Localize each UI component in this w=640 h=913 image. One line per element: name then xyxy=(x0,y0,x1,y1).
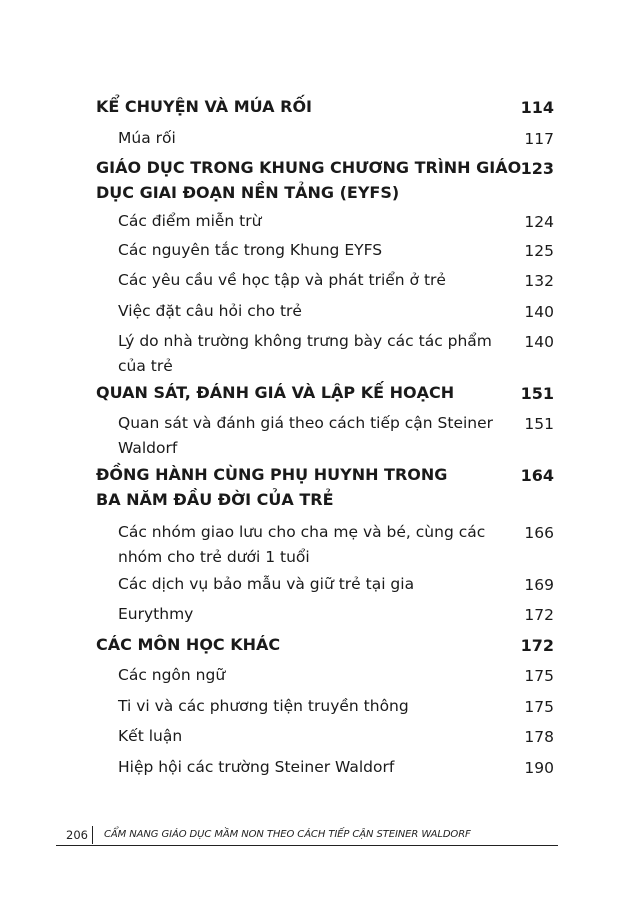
toc-entry-title: DỤC GIAI ĐOẠN NỀN TẢNG (EYFS) xyxy=(96,183,400,202)
toc-entry-title: Múa rối xyxy=(118,129,176,147)
toc-entry-title: Waldorf xyxy=(118,439,178,457)
toc-entry-title: Ti vi và các phương tiện truyền thông xyxy=(118,697,409,715)
toc-page-number: 140 xyxy=(524,333,554,351)
page-footer xyxy=(56,826,558,846)
toc-page-number: 123 xyxy=(520,159,554,178)
toc-entry-title: Các nhóm giao lưu cho cha mẹ và bé, cùng các xyxy=(118,523,486,541)
toc-page-number: 169 xyxy=(524,576,554,594)
toc-page-number: 140 xyxy=(524,303,554,321)
toc-page-number: 172 xyxy=(524,606,554,624)
footer-page-number: 206 xyxy=(62,826,93,844)
toc-page-number: 166 xyxy=(524,524,554,542)
toc-entry-title: Các điểm miễn trừ xyxy=(118,212,262,230)
toc-entry-title: nhóm cho trẻ dưới 1 tuổi xyxy=(118,548,310,566)
toc-page-number: 172 xyxy=(520,636,554,655)
footer-rule xyxy=(56,845,558,846)
toc-entry-title: Các yêu cầu về học tập và phát triển ở trẻ xyxy=(118,271,446,289)
toc-page-number: 117 xyxy=(524,130,554,148)
toc-entry-title: KỂ CHUYỆN VÀ MÚA RỐI xyxy=(96,97,312,116)
toc-entry-title: Các nguyên tắc trong Khung EYFS xyxy=(118,241,383,259)
toc-page-number: 132 xyxy=(524,272,554,290)
toc-entry-title: CÁC MÔN HỌC KHÁC xyxy=(96,635,281,654)
toc-entry-title: Kết luận xyxy=(118,727,183,745)
toc-entry-title: Hiệp hội các trường Steiner Waldorf xyxy=(118,758,395,776)
toc-entry-title: QUAN SÁT, ĐÁNH GIÁ VÀ LẬP KẾ HOẠCH xyxy=(96,383,455,402)
toc-page-number: 178 xyxy=(524,728,554,746)
footer-book-title: CẨM NANG GIÁO DỤC MẦM NON THEO CÁCH TIẾP CẬN STEINER WALDORF xyxy=(104,829,471,840)
toc-page-number: 124 xyxy=(524,213,554,231)
toc-page-number: 175 xyxy=(524,698,554,716)
toc-entry-title: GIÁO DỤC TRONG KHUNG CHƯƠNG TRÌNH GIÁO xyxy=(96,158,522,177)
toc-page-number: 151 xyxy=(524,415,554,433)
toc-entry-title: của trẻ xyxy=(118,357,173,375)
toc-entry-title: ĐỒNG HÀNH CÙNG PHỤ HUYNH TRONG xyxy=(96,465,448,484)
toc-entry-title: Lý do nhà trường không trưng bày các tác phẩm xyxy=(118,332,492,350)
toc-entry-title: BA NĂM ĐẦU ĐỜI CỦA TRẺ xyxy=(96,490,334,509)
toc-entry-title: Các dịch vụ bảo mẫu và giữ trẻ tại gia xyxy=(118,575,415,593)
toc-page-number: 190 xyxy=(524,759,554,777)
toc-entry-title: Quan sát và đánh giá theo cách tiếp cận Steiner xyxy=(118,414,494,432)
toc-page-number: 114 xyxy=(520,98,554,117)
toc-entry-title: Việc đặt câu hỏi cho trẻ xyxy=(118,302,302,320)
toc-page-number: 175 xyxy=(524,667,554,685)
toc-entry-title: Các ngôn ngữ xyxy=(118,666,226,684)
toc-page-number: 164 xyxy=(520,466,554,485)
toc-page-number: 151 xyxy=(520,384,554,403)
toc-page-number: 125 xyxy=(524,242,554,260)
toc-entry-title: Eurythmy xyxy=(118,605,194,623)
